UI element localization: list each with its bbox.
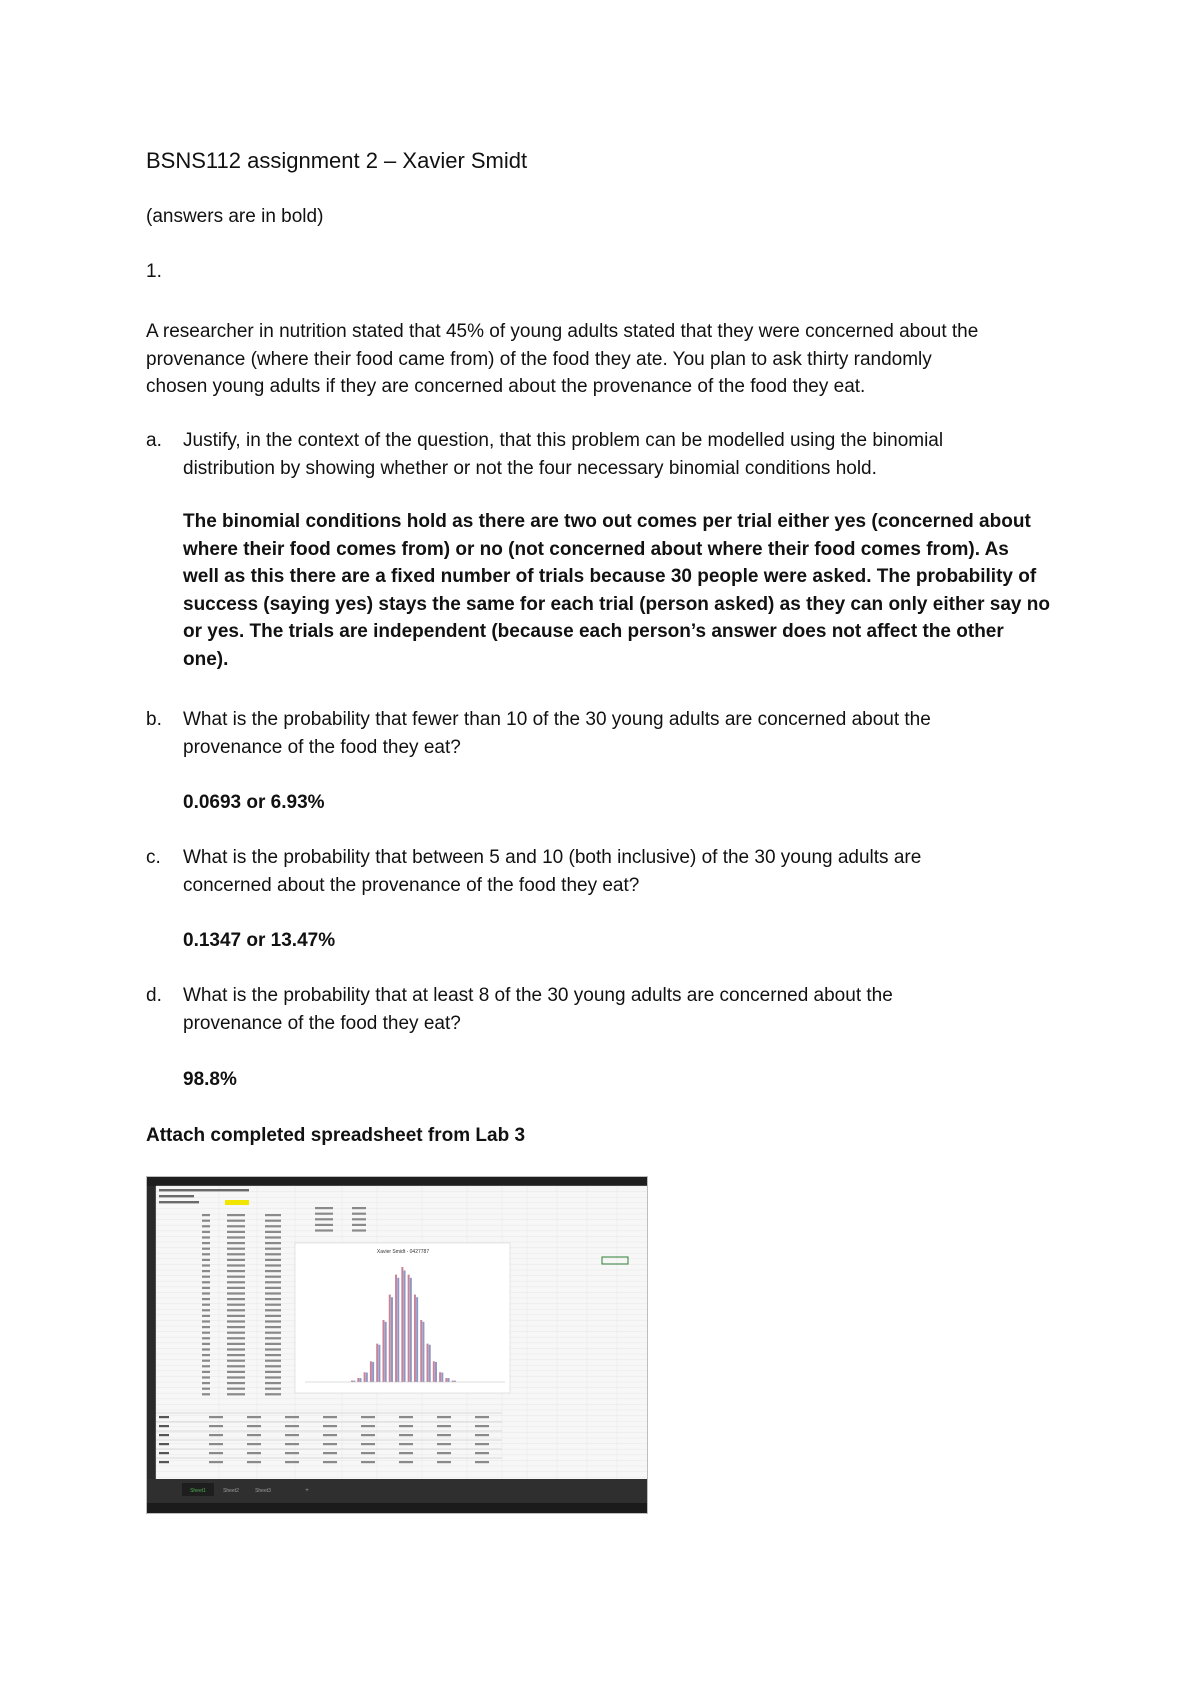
answer-a — [183, 508, 1063, 673]
cell-text — [265, 1326, 281, 1328]
answer-line: 0.0693 or 6.93% — [183, 792, 325, 813]
question-line: concerned about the provenance of the food they eat? — [183, 874, 640, 896]
cell-text — [202, 1354, 210, 1356]
chart-bar — [416, 1297, 418, 1382]
question-line: What is the probability that at least 8 of the 30 young adults are concerned about the — [183, 985, 893, 1006]
cell-text — [227, 1382, 245, 1384]
part-label: b. — [146, 709, 162, 730]
cell-text — [227, 1337, 245, 1339]
cell-text — [247, 1425, 261, 1427]
part-label: c. — [146, 847, 161, 868]
cell-text — [265, 1236, 281, 1238]
cell-text — [202, 1253, 210, 1255]
cell-text — [437, 1452, 451, 1454]
cell-text — [361, 1416, 375, 1418]
cell-text — [209, 1425, 223, 1427]
cell-text — [265, 1231, 281, 1233]
cell-text — [265, 1343, 281, 1345]
cell-text — [323, 1434, 337, 1436]
cell-text — [265, 1242, 281, 1244]
cell-text — [202, 1287, 210, 1289]
cell-text — [227, 1298, 245, 1300]
cell-text — [159, 1189, 249, 1191]
cell-text — [202, 1320, 210, 1322]
cell-text — [352, 1229, 366, 1231]
chart-title: Xavier Smidt - 0427787 — [376, 1249, 430, 1255]
answer-c — [183, 927, 1063, 955]
cell-text — [202, 1343, 210, 1345]
cell-text — [202, 1242, 210, 1244]
answer-b — [183, 789, 1063, 817]
cell-text — [227, 1371, 245, 1373]
cell-text — [475, 1425, 489, 1427]
cell-text — [227, 1259, 245, 1261]
cell-text — [475, 1443, 489, 1445]
cell-text — [437, 1443, 451, 1445]
cell-text — [247, 1452, 261, 1454]
cell-text — [209, 1416, 223, 1418]
cell-text — [399, 1434, 413, 1436]
cell-text — [361, 1425, 375, 1427]
cell-text — [227, 1348, 245, 1350]
question-line: Justify, in the context of the question, that this problem can be modelled using the binomial — [183, 430, 944, 451]
cell-text — [202, 1348, 210, 1350]
cell-text — [475, 1452, 489, 1454]
chart-bar — [410, 1278, 412, 1382]
cell-text — [202, 1298, 210, 1300]
cell-text — [437, 1434, 451, 1436]
cell-text — [202, 1225, 210, 1227]
question-number: 1. — [146, 261, 162, 282]
cell-text — [285, 1416, 299, 1418]
cell-text — [265, 1371, 281, 1373]
chart-bar — [433, 1361, 435, 1382]
cell-text — [227, 1360, 245, 1362]
cell-text — [202, 1304, 210, 1306]
cell-text — [265, 1304, 281, 1306]
cell-text — [202, 1236, 210, 1238]
cell-text — [265, 1214, 281, 1216]
cell-text — [247, 1443, 261, 1445]
cell-text — [202, 1259, 210, 1261]
answer-line: success (saying yes) stays the same for each trial (person asked) as they can only either say no — [183, 593, 1050, 615]
answer-line: where their food comes from) or no (not concerned about where their food comes from). As — [183, 538, 1009, 560]
chart-bar — [441, 1373, 443, 1382]
cell-text — [227, 1264, 245, 1266]
cell-text — [399, 1461, 413, 1463]
cell-text — [323, 1425, 337, 1427]
answer-line: The binomial conditions hold as there are two out comes per trial either yes (concerned about — [183, 511, 1031, 532]
cell-text — [265, 1360, 281, 1362]
chart-bar — [397, 1278, 399, 1382]
cell-text — [265, 1264, 281, 1266]
cell-text — [475, 1416, 489, 1418]
chart-bar — [420, 1320, 422, 1382]
part-question — [183, 844, 1063, 899]
part-question — [183, 982, 1063, 1037]
chart-bar — [404, 1270, 406, 1382]
cell-text — [227, 1220, 245, 1222]
cell-text — [202, 1332, 210, 1334]
attach-label: Attach completed spreadsheet from Lab 3 — [146, 1125, 526, 1146]
cell-text — [265, 1287, 281, 1289]
cell-text — [352, 1207, 366, 1209]
cell-text — [399, 1425, 413, 1427]
cell-text — [227, 1231, 245, 1233]
cell-text — [265, 1388, 281, 1390]
cell-text — [227, 1214, 245, 1216]
cell-text — [159, 1452, 169, 1454]
cell-text — [315, 1207, 333, 1209]
cell-text — [202, 1360, 210, 1362]
cell-text — [202, 1376, 210, 1378]
sheet-tab-3[interactable]: Sheet3 — [255, 1488, 271, 1494]
cell-text — [227, 1270, 245, 1272]
cell-text — [209, 1452, 223, 1454]
chart-bar — [445, 1378, 447, 1382]
cell-text — [227, 1281, 245, 1283]
cell-text — [247, 1461, 261, 1463]
cell-text — [361, 1434, 375, 1436]
part-label: d. — [146, 985, 162, 1006]
bold-note: (answers are in bold) — [146, 206, 324, 227]
chart-bar — [372, 1362, 374, 1382]
cell-text — [265, 1376, 281, 1378]
cell-text — [285, 1461, 299, 1463]
cell-text — [265, 1248, 281, 1250]
cell-text — [202, 1214, 210, 1216]
cell-text — [265, 1354, 281, 1356]
question-line: provenance of the food they eat? — [183, 736, 461, 758]
cell-text — [265, 1259, 281, 1261]
part-question — [183, 706, 1063, 761]
chart-bar — [389, 1295, 391, 1382]
intro-line: provenance (where their food came from) of the food they ate. You plan to ask thirty randomly — [146, 348, 932, 370]
chart-bar — [385, 1322, 387, 1382]
cell-text — [265, 1337, 281, 1339]
cell-text — [202, 1292, 210, 1294]
cell-text — [227, 1248, 245, 1250]
cell-text — [227, 1393, 245, 1395]
cell-text — [202, 1382, 210, 1384]
cell-text — [265, 1276, 281, 1278]
cell-text — [285, 1452, 299, 1454]
cell-text — [227, 1225, 245, 1227]
cell-text — [202, 1281, 210, 1283]
chart-bar — [357, 1378, 359, 1382]
chart-bar — [366, 1373, 368, 1382]
cell-text — [202, 1371, 210, 1373]
cell-text — [323, 1452, 337, 1454]
cell-text — [265, 1309, 281, 1311]
cell-text — [227, 1292, 245, 1294]
cell-text — [265, 1298, 281, 1300]
sheet-tab-2[interactable]: Sheet2 — [223, 1488, 239, 1494]
cell-text — [209, 1461, 223, 1463]
chart-bar — [382, 1320, 384, 1382]
cell-text — [202, 1264, 210, 1266]
cell-text — [159, 1195, 194, 1197]
cell-text — [227, 1304, 245, 1306]
spreadsheet-image — [147, 1177, 647, 1513]
cell-text — [227, 1276, 245, 1278]
cell-text — [227, 1236, 245, 1238]
sheet-tab-1[interactable]: Sheet1 — [190, 1488, 206, 1494]
cell-text — [265, 1332, 281, 1334]
chart-bar — [448, 1378, 450, 1382]
cell-text — [202, 1231, 210, 1233]
cell-text — [352, 1224, 366, 1226]
cell-text — [315, 1224, 333, 1226]
cell-text — [437, 1416, 451, 1418]
cell-text — [437, 1425, 451, 1427]
chart-bar — [422, 1322, 424, 1382]
cell-text — [159, 1443, 169, 1445]
cell-text — [227, 1343, 245, 1345]
cell-text — [227, 1315, 245, 1317]
chart-bar — [401, 1267, 403, 1382]
cell-text — [202, 1220, 210, 1222]
cell-text — [285, 1443, 299, 1445]
cell-text — [315, 1229, 333, 1231]
cell-text — [247, 1434, 261, 1436]
cell-text — [227, 1388, 245, 1390]
cell-text — [265, 1315, 281, 1317]
cell-text — [227, 1376, 245, 1378]
cell-text — [202, 1388, 210, 1390]
cell-text — [265, 1320, 281, 1322]
question-line: distribution by showing whether or not the four necessary binomial conditions hold. — [183, 457, 877, 479]
cell-text — [227, 1332, 245, 1334]
cell-text — [159, 1425, 169, 1427]
chart-bar — [364, 1372, 366, 1382]
cell-text — [227, 1309, 245, 1311]
cell-text — [361, 1452, 375, 1454]
cell-text — [361, 1443, 375, 1445]
part-question — [183, 427, 1063, 482]
cell-text — [247, 1416, 261, 1418]
answer-line: 98.8% — [183, 1069, 237, 1090]
chart-bar — [376, 1344, 378, 1382]
chart-bar — [429, 1345, 431, 1382]
cell-text — [227, 1320, 245, 1322]
chart-bar — [395, 1275, 397, 1382]
chart-bar — [378, 1345, 380, 1382]
cell-text — [265, 1225, 281, 1227]
cell-text — [202, 1248, 210, 1250]
cell-text — [265, 1281, 281, 1283]
page-title: BSNS112 assignment 2 – Xavier Smidt — [146, 148, 528, 173]
answer-line: or yes. The trials are independent (because each person’s answer does not affect the other — [183, 621, 1004, 642]
question-line: provenance of the food they eat? — [183, 1012, 461, 1034]
add-sheet-icon[interactable]: + — [305, 1488, 309, 1494]
cell-text — [202, 1315, 210, 1317]
cell-text — [399, 1416, 413, 1418]
spreadsheet-screenshot — [146, 1176, 648, 1514]
cell-text — [352, 1218, 366, 1220]
question-line: What is the probability that between 5 and 10 (both inclusive) of the 30 young adults are — [183, 847, 922, 868]
answer-line: well as this there are a fixed number of trials because 30 people were asked. The probability of — [183, 566, 1037, 587]
intro-line: A researcher in nutrition stated that 45% of young adults stated that they were concerned about the — [146, 321, 979, 342]
cell-text — [437, 1461, 451, 1463]
cell-text — [227, 1365, 245, 1367]
chart-bar — [391, 1297, 393, 1382]
chart-bar — [408, 1275, 410, 1382]
cell-text — [265, 1292, 281, 1294]
cell-text — [202, 1337, 210, 1339]
cell-text — [159, 1461, 169, 1463]
cell-text — [209, 1443, 223, 1445]
chart-bar — [439, 1372, 441, 1382]
cell-text — [285, 1425, 299, 1427]
cell-text — [323, 1461, 337, 1463]
cell-text — [315, 1218, 333, 1220]
chart-bar — [414, 1295, 416, 1382]
cell-text — [265, 1393, 281, 1395]
cell-text — [202, 1270, 210, 1272]
part-label: a. — [146, 430, 162, 451]
intro-line: chosen young adults if they are concerned about the provenance of the food they eat. — [146, 376, 866, 397]
chart-bar — [427, 1344, 429, 1382]
cell-text — [202, 1276, 210, 1278]
answer-d — [183, 1066, 1063, 1094]
cell-text — [315, 1213, 333, 1215]
cell-text — [265, 1220, 281, 1222]
cell-text — [227, 1242, 245, 1244]
cell-text — [361, 1461, 375, 1463]
cell-text — [159, 1201, 199, 1203]
cell-text — [227, 1354, 245, 1356]
cell-text — [399, 1443, 413, 1445]
chart-bar — [370, 1361, 372, 1382]
answer-line: 0.1347 or 13.47% — [183, 930, 336, 951]
cell-text — [227, 1253, 245, 1255]
cell-text — [285, 1434, 299, 1436]
cell-text — [159, 1434, 169, 1436]
cell-text — [323, 1443, 337, 1445]
cell-text — [209, 1434, 223, 1436]
answer-line: one). — [183, 648, 229, 670]
cell-text — [159, 1416, 169, 1418]
cell-text — [265, 1365, 281, 1367]
cell-text — [323, 1416, 337, 1418]
cell-text — [202, 1393, 210, 1395]
cell-text — [265, 1270, 281, 1272]
cell-text — [265, 1348, 281, 1350]
cell-text — [399, 1452, 413, 1454]
question-line: What is the probability that fewer than 10 of the 30 young adults are concerned about the — [183, 709, 931, 730]
chart-bar — [360, 1378, 362, 1382]
cell-text — [265, 1253, 281, 1255]
cell-text — [202, 1365, 210, 1367]
cell-text — [227, 1326, 245, 1328]
cell-text — [475, 1461, 489, 1463]
intro-paragraph — [146, 318, 1066, 401]
cell-text — [352, 1213, 366, 1215]
cell-text — [227, 1287, 245, 1289]
cell-text — [202, 1326, 210, 1328]
cell-text — [475, 1434, 489, 1436]
cell-text — [265, 1382, 281, 1384]
cell-text — [202, 1309, 210, 1311]
chart-bar — [435, 1362, 437, 1382]
